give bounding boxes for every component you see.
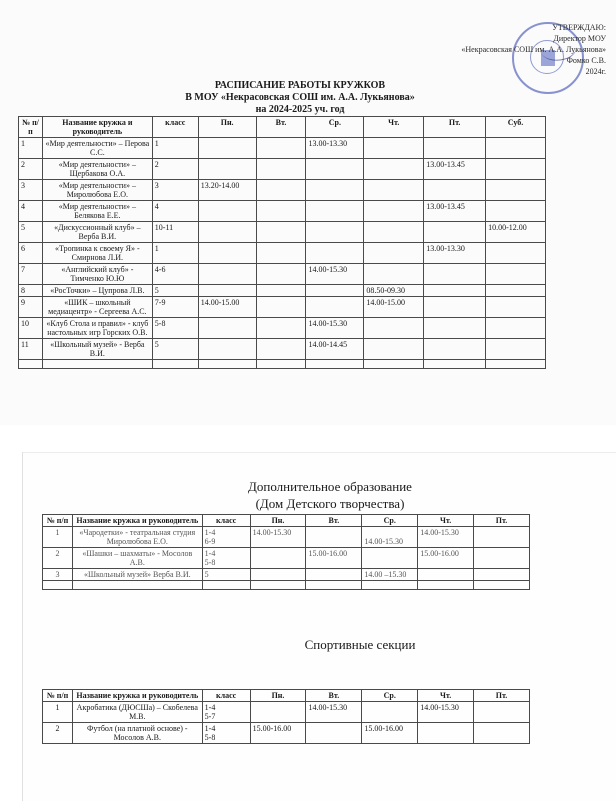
cell-thu — [364, 243, 424, 264]
cell-name: «Шашки – шахматы» - Мосолов А.В. — [72, 548, 202, 569]
cell-num: 8 — [19, 285, 43, 297]
cell-thu — [364, 339, 424, 360]
table-header-row — [43, 515, 530, 527]
cell-name: «Мир деятельности» – Миролюбова Е.О. — [42, 180, 152, 201]
cell-num: 1 — [43, 527, 73, 548]
col-header-class: класс — [202, 690, 250, 702]
cell-class: 1 — [152, 243, 198, 264]
col-header-name: Название кружка и руководитель — [42, 117, 152, 138]
cell-num: 7 — [19, 264, 43, 285]
class-range: 6-9 — [204, 537, 216, 546]
col-header-wed: Ср. — [362, 690, 418, 702]
cell-class — [202, 702, 250, 723]
cell-sat — [486, 264, 546, 285]
cell-empty — [152, 360, 198, 369]
table-row — [19, 138, 546, 159]
cell-empty — [202, 581, 250, 590]
approval-line: Фомко С.В. — [566, 56, 606, 65]
class-range: 1-4 — [204, 528, 216, 537]
class-range: 1-4 — [204, 549, 216, 558]
cell-wed — [306, 243, 364, 264]
cell-wed — [362, 548, 418, 569]
cell-sat — [486, 339, 546, 360]
cell-wed — [306, 180, 364, 201]
cell-wed: 15.00-16.00 — [362, 723, 418, 744]
cell-num: 1 — [19, 138, 43, 159]
cell-num: 4 — [19, 201, 43, 222]
table-row — [19, 222, 546, 243]
cell-empty — [43, 581, 73, 590]
cell-thu — [364, 180, 424, 201]
cell-tue — [256, 138, 306, 159]
cell-fri — [424, 222, 486, 243]
cell-fri — [424, 264, 486, 285]
table-row — [19, 180, 546, 201]
col-header-tue: Вт. — [306, 515, 362, 527]
col-header-thu: Чт. — [364, 117, 424, 138]
col-header-mon: Пн. — [198, 117, 256, 138]
cell-class — [202, 548, 250, 569]
table-row-empty — [43, 581, 530, 590]
cell-empty — [486, 360, 546, 369]
cell-mon — [198, 159, 256, 180]
table-row — [43, 569, 530, 581]
cell-fri — [474, 702, 530, 723]
cell-mon — [198, 339, 256, 360]
cell-name: «Английский клуб» - Тимченко Ю.Ю — [42, 264, 152, 285]
cell-class: 4 — [152, 201, 198, 222]
cell-fri: 13.00-13.45 — [424, 201, 486, 222]
cell-mon — [198, 318, 256, 339]
cell-sat — [486, 297, 546, 318]
cell-name: «Мир деятельности» – Перова С.С. — [42, 138, 152, 159]
class-range: 5-8 — [204, 733, 216, 742]
cell-sat — [486, 201, 546, 222]
cell-fri — [474, 548, 530, 569]
cell-thu — [364, 201, 424, 222]
table-row — [19, 339, 546, 360]
cell-class — [202, 723, 250, 744]
cell-sat — [486, 243, 546, 264]
cell-mon — [250, 548, 306, 569]
cell-fri — [424, 285, 486, 297]
cell-sat — [486, 285, 546, 297]
cell-fri — [474, 569, 530, 581]
cell-wed — [306, 285, 364, 297]
col-header-tue: Вт. — [306, 690, 362, 702]
cell-sat — [486, 159, 546, 180]
cell-tue — [256, 201, 306, 222]
cell-sat — [486, 138, 546, 159]
cell-name: Акробатика (ДЮСШа) – Скобелева М.В. — [72, 702, 202, 723]
table-header-row — [19, 117, 546, 138]
cell-wed: 14.00-15.30 — [362, 527, 418, 548]
cell-name: «Чародетки» - театральная студия Миролюбова Е.О. — [72, 527, 202, 548]
col-header-fri: Пт. — [474, 515, 530, 527]
col-header-wed: Ср. — [362, 515, 418, 527]
title-line: на 2024-2025 уч. год — [255, 104, 345, 115]
cell-thu: 15.00-16.00 — [418, 548, 474, 569]
cell-name: «Школьный музей» Верба В.И. — [72, 569, 202, 581]
cell-wed — [306, 297, 364, 318]
col-header-wed: Ср. — [306, 117, 364, 138]
cell-tue — [256, 243, 306, 264]
cell-num: 3 — [43, 569, 73, 581]
sports-sections-table — [42, 689, 530, 744]
section-title-additional-education — [150, 478, 510, 512]
cell-tue — [256, 285, 306, 297]
approval-line: Директор МОУ — [553, 34, 606, 43]
cell-fri — [424, 180, 486, 201]
cell-name: «Тропинка к своему Я» - Смирнова Л.И. — [42, 243, 152, 264]
cell-name: «Мир деятельности» – Щербакова О.А. — [42, 159, 152, 180]
cell-name: «РосТочки» – Цупрова Л.В. — [42, 285, 152, 297]
cell-thu: 14.00-15.00 — [364, 297, 424, 318]
cell-fri — [474, 723, 530, 744]
col-header-num: № п/п — [19, 117, 43, 138]
cell-name: Футбол (на платной основе) - Мосолов А.В. — [72, 723, 202, 744]
cell-mon — [250, 569, 306, 581]
cell-wed: 14.00-15.30 — [306, 264, 364, 285]
cell-mon — [198, 243, 256, 264]
table-row — [43, 723, 530, 744]
cell-name: «Школьный музей» - Верба В.И. — [42, 339, 152, 360]
col-header-thu: Чт. — [418, 515, 474, 527]
table-row — [19, 201, 546, 222]
cell-fri — [424, 138, 486, 159]
cell-tue — [256, 180, 306, 201]
class-range: 5-7 — [204, 712, 216, 721]
section-title-line: Дополнительное образование — [248, 479, 412, 494]
cell-mon — [198, 264, 256, 285]
document-title — [140, 80, 460, 116]
cell-thu — [364, 159, 424, 180]
cell-class: 1 — [152, 138, 198, 159]
table-row — [19, 243, 546, 264]
approval-line: 2024г. — [585, 67, 606, 76]
cell-fri: 13.00-13.30 — [424, 243, 486, 264]
cell-empty — [250, 581, 306, 590]
col-header-thu: Чт. — [418, 690, 474, 702]
cell-name: «Дискуссионный клуб» – Верба В.И. — [42, 222, 152, 243]
title-line: В МОУ «Некрасовская СОШ им. А.А. Лукьянова» — [185, 92, 415, 103]
col-header-name: Название кружка и руководитель — [72, 690, 202, 702]
cell-tue — [256, 297, 306, 318]
cell-name: «Мир деятельности» – Белякова Е.Е. — [42, 201, 152, 222]
cell-thu — [364, 138, 424, 159]
approval-block — [456, 22, 606, 77]
cell-wed — [306, 159, 364, 180]
cell-fri — [424, 297, 486, 318]
cell-num: 2 — [43, 548, 73, 569]
table-row-empty — [19, 360, 546, 369]
cell-tue: 15.00-16.00 — [306, 548, 362, 569]
cell-tue — [256, 222, 306, 243]
cell-sat: 10.00-12.00 — [486, 222, 546, 243]
cell-empty — [42, 360, 152, 369]
title-line: РАСПИСАНИЕ РАБОТЫ КРУЖКОВ — [214, 80, 386, 91]
cell-tue — [256, 318, 306, 339]
cell-num: 1 — [43, 702, 73, 723]
col-header-mon: Пн. — [250, 515, 306, 527]
cell-empty — [418, 581, 474, 590]
cell-empty — [198, 360, 256, 369]
cell-thu: 14.00-15.30 — [418, 702, 474, 723]
cell-mon — [250, 702, 306, 723]
section-subtitle-line: (Дом Детского творчества) — [255, 496, 405, 511]
cell-fri — [474, 527, 530, 548]
approval-line: «Некрасовская СОШ им. А.А. Лукьянова» — [461, 45, 606, 54]
cell-wed — [306, 222, 364, 243]
cell-mon: 13.20-14.00 — [198, 180, 256, 201]
cell-tue — [256, 339, 306, 360]
col-header-name: Название кружка и руководитель — [72, 515, 202, 527]
cell-tue — [256, 159, 306, 180]
cell-empty — [306, 360, 364, 369]
cell-tue — [306, 569, 362, 581]
cell-empty — [474, 581, 530, 590]
cell-wed: 14.00-14.45 — [306, 339, 364, 360]
cell-tue — [256, 264, 306, 285]
cell-class — [202, 569, 250, 581]
cell-wed — [306, 201, 364, 222]
col-header-class: класс — [152, 117, 198, 138]
cell-num: 9 — [19, 297, 43, 318]
table-header-row — [43, 690, 530, 702]
cell-thu — [418, 569, 474, 581]
cell-class: 5 — [152, 285, 198, 297]
col-header-fri: Пт. — [474, 690, 530, 702]
table-row — [19, 264, 546, 285]
cell-mon — [198, 201, 256, 222]
cell-class: 5-8 — [152, 318, 198, 339]
col-header-sat: Суб. — [486, 117, 546, 138]
cell-thu — [364, 318, 424, 339]
table-row — [19, 318, 546, 339]
cell-class: 5 — [152, 339, 198, 360]
cell-class: 4-6 — [152, 264, 198, 285]
section-title-sports: Спортивные секции — [304, 637, 416, 652]
class-range: 5-8 — [204, 558, 216, 567]
cell-sat — [486, 180, 546, 201]
cell-class: 3 — [152, 180, 198, 201]
cell-num: 11 — [19, 339, 43, 360]
cell-num: 2 — [19, 159, 43, 180]
cell-empty — [19, 360, 43, 369]
cell-thu — [364, 222, 424, 243]
cell-num: 2 — [43, 723, 73, 744]
col-header-class: класс — [202, 515, 250, 527]
cell-class: 2 — [152, 159, 198, 180]
cell-empty — [362, 581, 418, 590]
cell-fri — [424, 318, 486, 339]
table-row — [43, 548, 530, 569]
cell-sat — [486, 318, 546, 339]
cell-fri — [424, 339, 486, 360]
cell-num: 10 — [19, 318, 43, 339]
cell-mon — [198, 285, 256, 297]
table-row — [19, 297, 546, 318]
cell-tue — [306, 723, 362, 744]
col-header-num: № п/п — [43, 690, 73, 702]
cell-num: 6 — [19, 243, 43, 264]
col-header-num: № п/п — [43, 515, 73, 527]
cell-thu — [418, 723, 474, 744]
cell-empty — [72, 581, 202, 590]
approval-line: УТВЕРЖДАЮ: — [552, 23, 606, 32]
class-range: 1-4 — [204, 703, 216, 712]
cell-class — [202, 527, 250, 548]
cell-mon — [198, 138, 256, 159]
cell-class: 10-11 — [152, 222, 198, 243]
cell-tue: 14.00-15.30 — [306, 702, 362, 723]
cell-num: 5 — [19, 222, 43, 243]
table-row — [43, 702, 530, 723]
cell-wed: 14.00-15.30 — [306, 318, 364, 339]
cell-thu — [364, 264, 424, 285]
cell-empty — [424, 360, 486, 369]
table-row — [43, 527, 530, 548]
cell-empty — [256, 360, 306, 369]
cell-wed — [362, 702, 418, 723]
cell-tue — [306, 527, 362, 548]
class-range: 5 — [204, 570, 209, 579]
cell-fri: 13.00-13.45 — [424, 159, 486, 180]
cell-mon: 15.00-16.00 — [250, 723, 306, 744]
cell-thu: 08.50-09.30 — [364, 285, 424, 297]
table-row — [19, 285, 546, 297]
cell-name: «Клуб Стола и правил» - клуб настольных игр Горских О.В. — [42, 318, 152, 339]
cell-name: «ШИК – школьный медиацентр» - Сергеева А.С. — [42, 297, 152, 318]
cell-wed: 13.00-13.30 — [306, 138, 364, 159]
cell-empty — [364, 360, 424, 369]
cell-num: 3 — [19, 180, 43, 201]
additional-education-table — [42, 514, 530, 590]
class-range: 1-4 — [204, 724, 216, 733]
col-header-fri: Пт. — [424, 117, 486, 138]
clubs-schedule-table — [18, 116, 546, 369]
cell-mon — [198, 222, 256, 243]
cell-mon: 14.00-15.00 — [198, 297, 256, 318]
cell-mon: 14.00-15.30 — [250, 527, 306, 548]
cell-thu: 14.00-15.30 — [418, 527, 474, 548]
col-header-mon: Пн. — [250, 690, 306, 702]
cell-class: 7-9 — [152, 297, 198, 318]
cell-wed: 14.00 –15.30 — [362, 569, 418, 581]
col-header-tue: Вт. — [256, 117, 306, 138]
cell-empty — [306, 581, 362, 590]
table-row — [19, 159, 546, 180]
